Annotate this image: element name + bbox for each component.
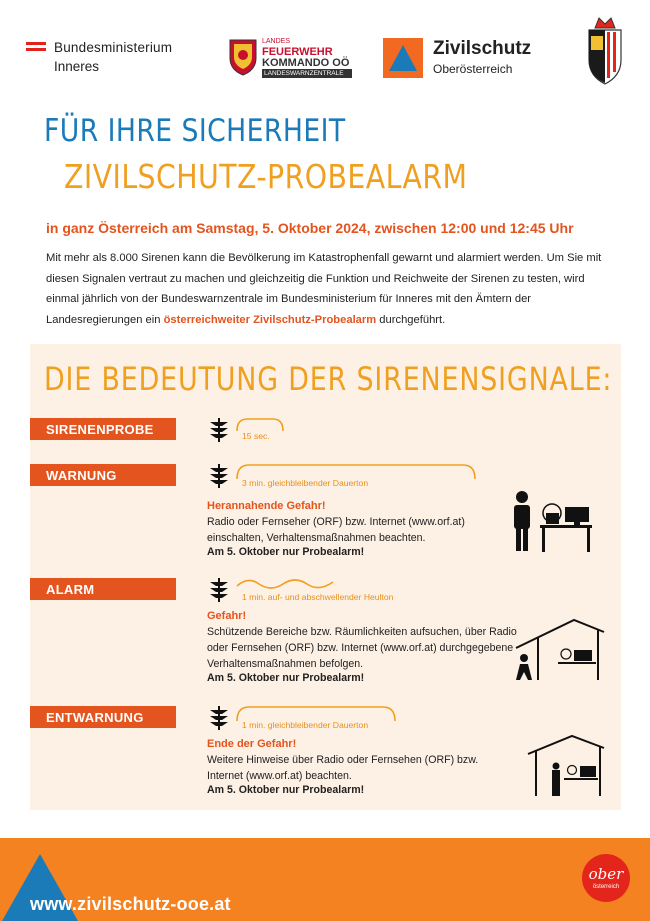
signal-curve-alarm xyxy=(235,576,335,592)
zivilschutz-logo xyxy=(383,38,553,80)
signal-caption-alarm: 1 min. auf- und abschwellender Heulton xyxy=(242,592,394,602)
feuerwehr-logo xyxy=(228,36,358,80)
bmi-logo-line1: Bundesministerium xyxy=(54,40,173,55)
signal-note-warnung: Am 5. Oktober nur Probealarm! xyxy=(207,546,365,558)
zivilschutz-logo-line1: Zivilschutz xyxy=(433,38,532,59)
feuerwehr-crest-icon xyxy=(228,38,258,76)
feuerwehr-line3: KOMMANDO OÖ xyxy=(262,57,350,69)
feuerwehr-line2: FEUERWEHR xyxy=(262,46,333,58)
signal-label-warnung: WARNUNG xyxy=(30,464,176,486)
person-in-house-icon xyxy=(526,734,606,796)
page-title-line1: FÜR IHRE SICHERHEIT xyxy=(44,113,346,149)
oberoesterreich-logo-line1: ober xyxy=(588,865,624,883)
signal-heading-warnung: Herannahende Gefahr! xyxy=(207,500,326,512)
siren-icon xyxy=(208,576,230,602)
signal-caption-entwarnung: 1 min. gleichbleibender Dauerton xyxy=(242,720,369,730)
siren-icon xyxy=(208,416,230,442)
signal-note-alarm: Am 5. Oktober nur Probealarm! xyxy=(207,672,365,684)
bmi-logo xyxy=(26,40,196,76)
oberoesterreich-logo-line2: österreich xyxy=(592,884,620,890)
signal-text-warnung: Radio oder Fernseher (ORF) bzw. Internet (www.orf.at) einschalten, Verhaltensmaßnahmen beachten. xyxy=(207,516,465,544)
zivilschutz-logo-line2: Oberösterreich xyxy=(433,62,513,76)
signals-title: DIE BEDEUTUNG DER SIRENENSIGNALE: xyxy=(44,360,613,398)
intro-highlight: österreichweiter Zivilschutz-Probealarm xyxy=(163,313,377,326)
signal-text-alarm: Schützende Bereiche bzw. Räumlichkeiten aufsuchen, über Radio oder Fernsehen (ORF) bzw. Internet (www.orf.at) durchgegebene Verhaltensmaßnahmen befolgen. xyxy=(207,626,517,670)
intro-text-after: durchgeführt. xyxy=(376,313,446,326)
zivilschutz-triangle-icon xyxy=(383,38,423,78)
oberoesterreich-logo xyxy=(582,854,630,902)
signals-panel xyxy=(30,344,621,810)
date-line: in ganz Österreich am Samstag, 5. Oktober 2024, zwischen 12:00 und 12:45 Uhr xyxy=(46,220,574,236)
upper-austria-crest-icon xyxy=(585,14,625,86)
austria-flag-icon xyxy=(26,42,46,52)
signal-caption-sirenenprobe: 15 sec. xyxy=(242,431,270,441)
signal-label-alarm: ALARM xyxy=(30,578,176,600)
signal-label-sirenenprobe: SIRENENPROBE xyxy=(30,418,176,440)
signal-label-entwarnung: ENTWARNUNG xyxy=(30,706,176,728)
bmi-logo-line2: Inneres xyxy=(54,59,100,74)
siren-icon xyxy=(208,462,230,488)
feuerwehr-line1: LANDES xyxy=(262,38,291,45)
feuerwehr-line4: LANDESWARNZENTRALE xyxy=(262,69,352,78)
signal-curve-sirenenprobe xyxy=(235,416,285,432)
person-entering-house-icon xyxy=(514,618,606,680)
footer xyxy=(0,838,650,921)
signal-caption-warnung: 3 min. gleichbleibender Dauerton xyxy=(242,478,369,488)
siren-icon xyxy=(208,704,230,730)
signal-text-entwarnung: Weitere Hinweise über Radio oder Fernsehen (ORF) bzw. Internet (www.orf.at) beachten. xyxy=(207,754,479,782)
footer-url-link[interactable]: www.zivilschutz-ooe.at xyxy=(30,894,231,914)
intro-text-before: Mit mehr als 8.000 Sirenen kann die Bevölkerung im Katastrophenfall gewarnt und alarmiert werden. Um Sie mit diesen Signalen vertraut zu machen und gleichzeitig die Funktion und Reichweite der Sirenen zu testen, wird einmal jährlich von der Bundeswarnzentrale im Bundesministerium für Inneres mit den Ämtern der Landesregierungen ein xyxy=(46,252,602,326)
signal-note-entwarnung: Am 5. Oktober nur Probealarm! xyxy=(207,784,365,796)
intro-paragraph xyxy=(46,248,606,330)
person-radio-tv-icon xyxy=(510,489,595,553)
page-title-line2: ZIVILSCHUTZ-PROBEALARM xyxy=(64,157,468,196)
signal-heading-alarm: Gefahr! xyxy=(207,610,247,622)
signal-heading-entwarnung: Ende der Gefahr! xyxy=(207,738,297,750)
